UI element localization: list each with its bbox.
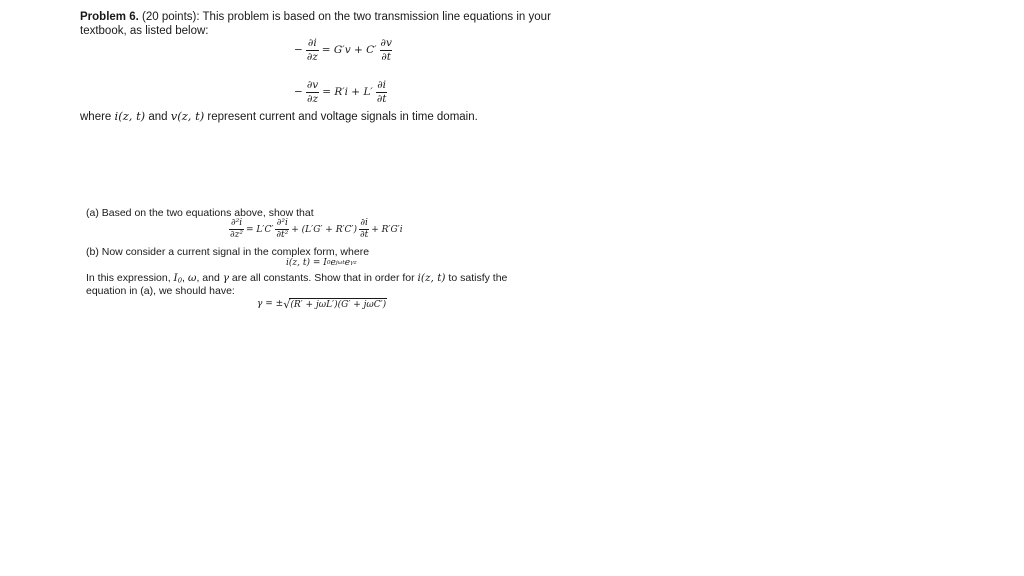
part-a-equation [228, 219, 404, 240]
where-i-symbol: i(z, t) [114, 109, 146, 123]
eq1-minus: − [294, 44, 303, 56]
part-a-frac3 [359, 219, 369, 240]
where-line [80, 110, 478, 124]
part-b-current-equation: i(z, t) = I 0 e jωt e γz [286, 258, 357, 268]
eq1-rhs-fraction [380, 38, 393, 62]
equation-1 [292, 38, 394, 62]
problem-intro-line2: textbook, as listed below: [80, 25, 209, 37]
part-b-line1-omega: ω [187, 272, 197, 284]
eq2-lhs-fraction [306, 80, 319, 104]
eq2-rhs-fraction [376, 80, 388, 104]
eq2-lhs-numerator: ∂v [306, 79, 319, 91]
part-a-frac2-den: ∂t² [276, 230, 289, 240]
gamma-equation [257, 298, 387, 310]
where-mid: and [145, 111, 171, 123]
where-v-symbol: v(z, t) [170, 109, 205, 123]
part-a-frac1-num: ∂²i [230, 218, 243, 228]
eq1-lhs-denominator: ∂z [306, 50, 318, 63]
part-b-current-e1: e [330, 258, 336, 268]
part-a-frac2-num: ∂²i [276, 218, 288, 228]
part-b-current-e2: e [344, 258, 351, 268]
gamma-lhs: γ = ± [257, 299, 284, 309]
part-b-line1-post: are all constants. Show that in order for [229, 272, 418, 284]
eq2-lhs-denominator: ∂z [307, 92, 318, 105]
part-a-term1: = L′C′ [246, 224, 274, 235]
part-b-line1-i: i(z, t) [417, 272, 446, 284]
part-a-text: (a) Based on the two equations above, show that [86, 207, 314, 219]
where-post: represent current and voltage signals in time domain. [204, 111, 478, 123]
problem-intro-text: (20 points): This problem is based on the two transmission line equations in your [138, 11, 551, 23]
gamma-sqrt-body: (R′ + jωL′)(G′ + jωC′) [290, 300, 387, 310]
part-b-line1-left [86, 272, 507, 284]
eq1-rhs-numerator: ∂v [380, 37, 392, 49]
gamma-sqrt [283, 298, 387, 310]
eq2-rhs-numerator: ∂i [377, 79, 387, 91]
eq1-rhs-denominator: ∂t [381, 50, 392, 63]
sqrt-icon: √ [283, 297, 291, 311]
equation-2 [292, 80, 388, 104]
eq2-rhs-denominator: ∂t [376, 92, 387, 105]
part-a-frac3-num: ∂i [360, 218, 368, 228]
eq1-lhs-fraction [306, 38, 319, 62]
eq1-middle: = G′v + C′ [321, 44, 377, 56]
part-a-term3: + R′G′i [371, 224, 403, 235]
part-a-frac2 [275, 219, 289, 240]
eq2-minus: − [294, 86, 303, 98]
part-b-expression-line [86, 272, 576, 284]
part-b-current-lhs: i(z, t) = I [286, 258, 327, 268]
part-a-frac1 [229, 219, 244, 240]
eq1-lhs-numerator: ∂i [307, 37, 317, 49]
part-b-line1-mid: , [182, 272, 188, 284]
part-b-line1-end: to satisfy the [445, 272, 508, 284]
part-a-term2: + (L′G′ + R′C′) [291, 224, 357, 235]
where-pre: where [80, 111, 115, 123]
part-b-text: (b) Now consider a current signal in the complex form, where [86, 246, 370, 258]
part-b-line1-gamma: γ [222, 272, 230, 284]
problem-intro-line1 [80, 11, 551, 24]
part-a-frac3-den: ∂t [359, 230, 369, 240]
part-b-line1-sub: 0 [177, 276, 183, 285]
part-a-frac1-den: ∂z² [230, 230, 244, 240]
part-b-line1-I: I [173, 272, 178, 284]
part-b-line1-and: , and [196, 272, 223, 284]
eq2-middle: = R′i + L′ [322, 86, 373, 98]
part-b-line1-pre: In this expression, [86, 272, 174, 284]
problem-title: Problem 6. [80, 11, 139, 23]
part-b-line2: equation in (a), we should have: [86, 285, 235, 297]
